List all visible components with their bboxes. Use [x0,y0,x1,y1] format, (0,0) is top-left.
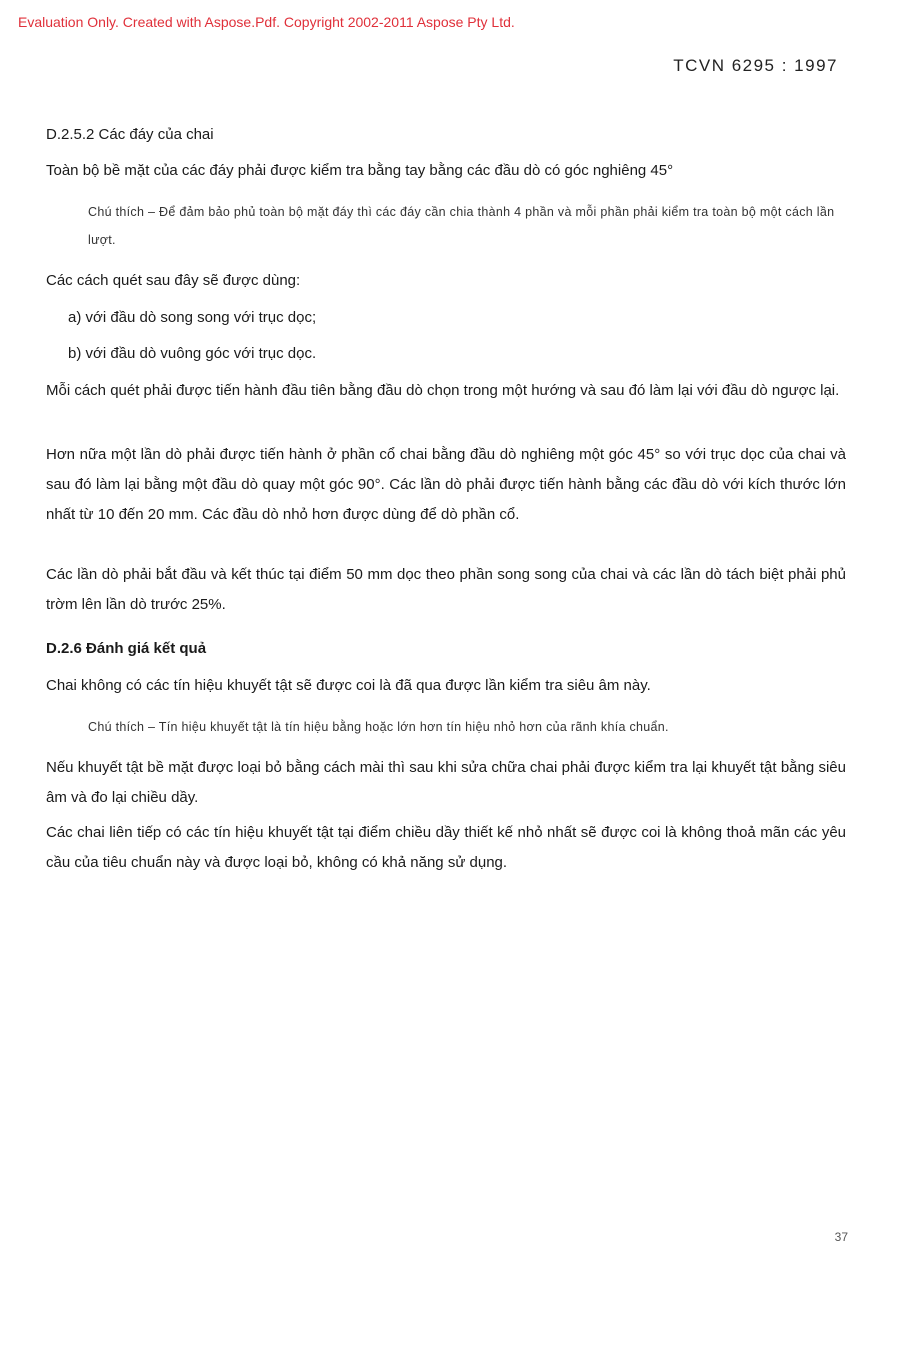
paragraph-bottoms-inspection: Toàn bộ bề mặt của các đáy phải được kiểm tra bằng tay bằng các đầu dò có góc nghiêng 45° [46,162,674,179]
watermark-text: Evaluation Only. Created with Aspose.Pdf. Copyright 2002-2011 Aspose Pty Ltd. [18,14,515,30]
paragraph-scan-overlap: Các lần dò phải bắt đầu và kết thúc tại điểm 50 mm dọc theo phần song song của chai và các lần dò tách biệt phải phủ trờm lên lần dò trước 25%. [46,566,846,613]
page-number: 37 [834,1230,848,1244]
section-heading-d252: D.2.5.2 Các đáy của chai [46,126,214,143]
list-item-scan-a: a) với đầu dò song song với trục dọc; [68,309,317,326]
section-heading-d26: D.2.6 Đánh giá kết quả [46,640,207,657]
paragraph-neck-scan: Hơn nữa một lần dò phải được tiến hành ở phần cổ chai bằng đầu dò nghiêng một góc 45° so với trục dọc của chai và sau đó làm lại bằng một đầu dò quay một góc 90°. Các lần dò phải được tiến hành bằng các đầu dò với kích thước lớn nhất từ 10 đến 20 mm. Các đầu dò nhỏ hơn được dùng để dò phần cổ. [46,446,846,523]
paragraph-pass-criteria: Chai không có các tín hiệu khuyết tật sẽ được coi là đã qua được lần kiểm tra siêu âm này. [46,677,651,694]
list-item-scan-b: b) với đầu dò vuông góc với trục dọc. [68,345,317,362]
paragraph-surface-defect: Nếu khuyết tật bề mặt được loại bỏ bằng cách mài thì sau khi sửa chữa chai phải được kiểm tra lại khuyết tật bằng siêu âm và đo lại chiều dầy. [46,759,846,806]
paragraph-rejection: Các chai liên tiếp có các tín hiệu khuyết tật tại điểm chiều dầy thiết kế nhỏ nhất sẽ được coi là không thoả mãn các yêu cầu của tiêu chuẩn này và được loại bỏ, không có khả năng sử dụng. [46,824,846,871]
note-bottoms: Chú thích – Để đảm bảo phủ toàn bộ mặt đáy thì các đáy cần chia thành 4 phần và mỗi phần phải kiểm tra toàn bộ một cách lần lượt. [88,205,835,247]
note-defect-signal: Chú thích – Tín hiệu khuyết tật là tín hiệu bằng hoặc lớn hơn tín hiệu nhỏ hơn của rãnh khía chuẩn. [88,720,669,734]
paragraph-scan-intro: Các cách quét sau đây sẽ được dùng: [46,272,301,289]
standard-code: TCVN 6295 : 1997 [673,56,838,75]
paragraph-scan-direction: Mỗi cách quét phải được tiến hành đầu tiên bằng đầu dò chọn trong một hướng và sau đó làm lại với đầu dò ngược lại. [46,382,840,399]
